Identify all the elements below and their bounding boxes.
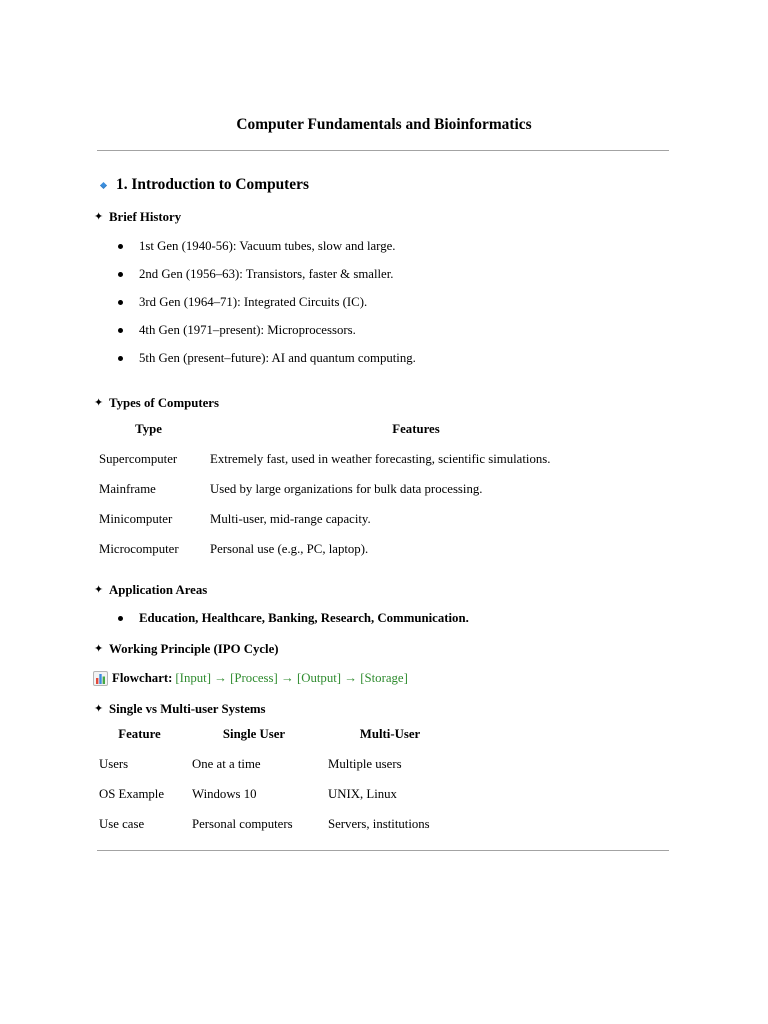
bullet-dot xyxy=(118,300,123,305)
four-point-star-icon: ✦ xyxy=(94,396,104,409)
bullet-icon xyxy=(114,322,139,338)
four-point-star-icon: ✦ xyxy=(94,642,104,655)
table-cell: Mainframe xyxy=(99,482,156,496)
list-item xyxy=(114,350,416,366)
four-point-star-icon: ✦ xyxy=(94,210,104,223)
table-cell: Microcomputer xyxy=(99,542,179,556)
working-principle-heading xyxy=(94,641,279,657)
bar-chart-icon xyxy=(93,671,108,686)
table-cell: Supercomputer xyxy=(99,452,178,466)
application-areas-heading-text: Application Areas xyxy=(109,583,208,597)
column-header-features: Features xyxy=(392,421,440,436)
table-cell: UNIX, Linux xyxy=(328,787,397,801)
list-item xyxy=(114,322,356,338)
bullet-dot xyxy=(118,244,123,249)
bullet-icon xyxy=(114,610,139,626)
table-cell: Minicomputer xyxy=(99,512,173,526)
table-cell: Used by large organizations for bulk data processing. xyxy=(210,482,483,496)
table-cell: OS Example xyxy=(99,787,165,801)
table-body xyxy=(93,749,458,839)
table-header xyxy=(93,718,458,749)
section-heading-text: 1. Introduction to Computers xyxy=(116,176,309,193)
single-vs-multi-user-heading xyxy=(94,701,266,717)
table-header-row xyxy=(93,718,458,749)
list-item-text: 4th Gen (1971–present): Microprocessors. xyxy=(139,323,356,337)
table-cell: Personal use (e.g., PC, laptop). xyxy=(210,542,369,556)
four-point-star-icon: ✦ xyxy=(94,702,104,715)
table-cell: Use case xyxy=(99,817,145,831)
bullet-dot xyxy=(118,328,123,333)
flowchart-label: Flowchart: xyxy=(112,671,173,685)
single-vs-multi-user-heading-text: Single vs Multi-user Systems xyxy=(109,702,266,716)
brief-history-heading-text: Brief History xyxy=(109,210,182,224)
list-item xyxy=(114,294,367,310)
column-header-feature: Feature xyxy=(118,726,161,741)
bullet-dot xyxy=(118,356,123,361)
table-row xyxy=(93,809,458,839)
list-item xyxy=(114,238,396,254)
table-cell: Multiple users xyxy=(328,757,402,771)
table-body xyxy=(93,444,628,564)
table-cell: One at a time xyxy=(192,757,261,771)
list-item-text: 5th Gen (present–future): AI and quantum computing. xyxy=(139,351,416,365)
list-item-text: 2nd Gen (1956–63): Transistors, faster & smaller. xyxy=(139,267,394,281)
working-principle-heading-text: Working Principle (IPO Cycle) xyxy=(109,642,279,656)
list-item-text: 1st Gen (1940-56): Vacuum tubes, slow and large. xyxy=(139,239,396,253)
list-item-text: Education, Healthcare, Banking, Research, Communication. xyxy=(139,611,469,625)
table-row xyxy=(93,504,628,534)
table-row xyxy=(93,749,458,779)
table-cell: Windows 10 xyxy=(192,787,257,801)
table-cell: Personal computers xyxy=(192,817,293,831)
table-cell: Extremely fast, used in weather forecasting, scientific simulations. xyxy=(210,452,551,466)
table-row xyxy=(93,474,628,504)
table-row xyxy=(93,779,458,809)
application-areas-heading xyxy=(94,582,207,598)
diamond-shape xyxy=(99,181,106,188)
bullet-dot xyxy=(118,616,123,621)
single-vs-multi-user-table xyxy=(93,718,458,839)
four-point-star-icon: ✦ xyxy=(94,583,104,596)
list-item xyxy=(114,610,469,626)
table-header-row xyxy=(93,413,628,444)
list-item-text: 3rd Gen (1964–71): Integrated Circuits (IC). xyxy=(139,295,368,309)
brief-history-heading xyxy=(94,209,181,225)
bullet-icon xyxy=(114,266,139,282)
bottom-divider xyxy=(97,850,669,851)
list-item xyxy=(114,266,394,282)
table-row xyxy=(93,444,628,474)
bullet-dot xyxy=(118,272,123,277)
types-of-computers-table xyxy=(93,413,628,564)
bullet-icon xyxy=(114,238,139,254)
column-header-multi-user: Multi-User xyxy=(359,726,421,741)
bullet-icon xyxy=(114,350,139,366)
column-header-type: Type xyxy=(135,421,162,436)
document-title: Computer Fundamentals and Bioinformatics xyxy=(236,116,532,133)
table-cell: Users xyxy=(99,757,129,771)
flowchart-steps: [Input] → [Process] → [Output] → [Storage] xyxy=(175,671,408,685)
types-of-computers-heading-text: Types of Computers xyxy=(109,396,219,410)
bullet-icon xyxy=(114,294,139,310)
table-cell: Servers, institutions xyxy=(328,817,430,831)
top-divider xyxy=(97,150,669,151)
column-header-single-user: Single User xyxy=(222,726,286,741)
flowchart-line xyxy=(93,670,408,686)
table-row xyxy=(93,534,628,564)
table-header xyxy=(93,413,628,444)
types-of-computers-heading xyxy=(94,395,219,411)
table-cell: Multi-user, mid-range capacity. xyxy=(210,512,371,526)
section-heading xyxy=(98,175,309,195)
small-blue-diamond-icon xyxy=(98,175,108,195)
